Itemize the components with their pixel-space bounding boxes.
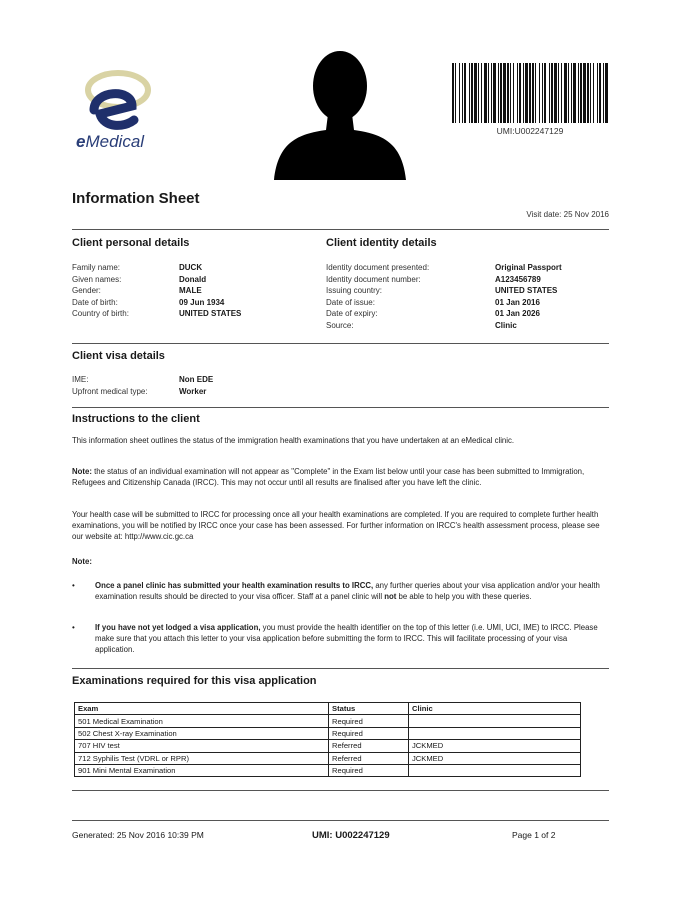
exam-cell: 501 Medical Examination [75, 715, 329, 727]
table-row [75, 740, 581, 752]
exams-table [74, 702, 581, 777]
instructions-intro: This information sheet outlines the status of the immigration health examinations that you have undertaken at an eMedical clinic. [72, 436, 515, 445]
note-label: Note: [72, 557, 92, 566]
table-row [75, 715, 581, 727]
bullet-icon: • [72, 581, 75, 590]
personal-label: Country of birth: [72, 309, 129, 318]
identity-details-heading: Client identity details [326, 237, 437, 249]
exams-heading: Examinations required for this visa application [72, 675, 317, 687]
column-header: Status [329, 703, 409, 715]
table-header-row [75, 703, 581, 715]
divider [72, 820, 609, 821]
clinic-cell: JCKMED [409, 752, 581, 764]
exam-cell: 707 HIV test [75, 740, 329, 752]
status-cell: Required [329, 764, 409, 776]
status-cell: Required [329, 715, 409, 727]
table-row [75, 727, 581, 739]
status-cell: Required [329, 727, 409, 739]
visit-date: Visit date: 25 Nov 2016 [526, 210, 609, 219]
column-header: Exam [75, 703, 329, 715]
visa-details-heading: Client visa details [72, 350, 165, 362]
logo-wordmark: eMedical [76, 132, 145, 151]
dob-value: 09 Jun 1934 [179, 297, 225, 307]
table-row [75, 752, 581, 764]
personal-label: Given names: [72, 274, 122, 284]
table-row [75, 764, 581, 776]
personal-label: Gender: [72, 286, 101, 295]
instructions-heading: Instructions to the client [72, 413, 200, 425]
exam-cell: 502 Chest X-ray Examination [75, 727, 329, 739]
page-number: Page 1 of 2 [512, 830, 556, 840]
divider [72, 790, 609, 791]
document-number-value: A123456789 [495, 274, 541, 284]
bullet-panel-clinic: Once a panel clinic has submitted your health examination results to IRCC, any further queries about your visa application and/or your health examination results should be directed to your visa officer. Staff at a panel clinic will not be able to help you with these queries. [95, 581, 600, 602]
gender-value: MALE [179, 286, 202, 295]
bullet-icon: • [72, 623, 75, 632]
identity-label: Source: [326, 320, 354, 330]
country-of-birth-value: UNITED STATES [179, 309, 242, 318]
clinic-cell [409, 764, 581, 776]
identity-label: Date of issue: [326, 297, 375, 307]
barcode-umi-label: UMI:U002247129 [496, 126, 564, 136]
identity-label: Issuing country: [326, 286, 383, 295]
divider [72, 407, 609, 408]
identity-label: Identity document number: [326, 274, 421, 284]
identity-label: Date of expiry: [326, 309, 378, 318]
status-cell: Referred [329, 752, 409, 764]
exam-cell: 712 Syphilis Test (VDRL or RPR) [75, 752, 329, 764]
given-names-value: Donald [179, 274, 207, 284]
upfront-medical-type-value: Worker [179, 387, 207, 396]
instructions-note-paragraph: Note: the status of an individual examination will not appear as "Complete" in the Exam list below until your case has been submitted to Immigration, Refugees and Citizenship Canada (IRCC). This may not occur until all results are finalised after you have left the clinic. [72, 467, 585, 488]
date-of-issue-value: 01 Jan 2016 [495, 297, 540, 307]
generated-timestamp: Generated: 25 Nov 2016 10:39 PM [72, 830, 204, 840]
family-name-value: DUCK [179, 263, 203, 272]
visa-label: Upfront medical type: [72, 387, 148, 396]
clinic-cell [409, 715, 581, 727]
source-value: Clinic [495, 320, 517, 330]
footer-umi: UMI: U002247129 [312, 830, 390, 841]
clinic-cell: JCKMED [409, 740, 581, 752]
exam-cell: 901 Mini Mental Examination [75, 764, 329, 776]
status-cell: Referred [329, 740, 409, 752]
personal-label: Family name: [72, 263, 121, 272]
instructions-processing-paragraph: Your health case will be submitted to IRCC for processing once all your health examinations are completed. If you are required to complete further health examinations, you will be notified by IRCC once your case has been assessed. For further information on IRCC's health assessment process, please see our website at: http://www.cic.gc.ca [72, 510, 600, 542]
clinic-cell [409, 727, 581, 739]
personal-details-heading: Client personal details [72, 237, 190, 249]
visa-label: IME: [72, 375, 89, 384]
ime-value: Non EDE [179, 375, 214, 384]
divider [72, 229, 609, 230]
issuing-country-value: UNITED STATES [495, 286, 558, 295]
client-photo-placeholder [272, 46, 408, 180]
identity-label: Identity document presented: [326, 263, 430, 272]
personal-label: Date of birth: [72, 297, 118, 307]
divider [72, 343, 609, 344]
divider [72, 668, 609, 669]
barcode-icon [451, 63, 609, 123]
column-header: Clinic [409, 703, 581, 715]
page-title: Information Sheet [72, 190, 200, 207]
bullet-visa-application: If you have not yet lodged a visa application, you must provide the health identifier on the top of this letter (i.e. UMI, UCI, IME) to IRCC. Please make sure that you attach this letter to your visa application before submitting the form to IRCC. This will facilitate processing of your visa application. [95, 623, 598, 655]
date-of-expiry-value: 01 Jan 2026 [495, 309, 540, 318]
document-presented-value: Original Passport [495, 263, 562, 272]
